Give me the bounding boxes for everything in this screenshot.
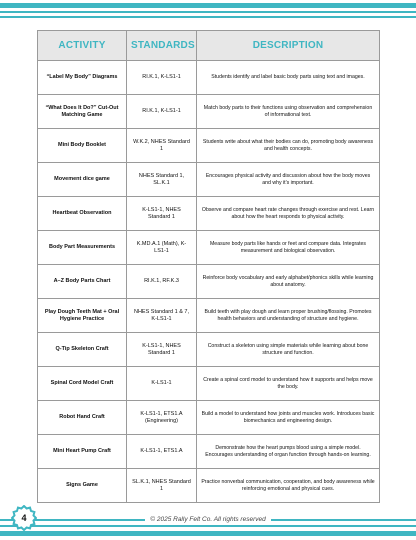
description-cell: Measure body parts like hands or feet and compare data. Integrates measurement and biological observation.	[197, 231, 380, 265]
activity-cell: Signs Game	[38, 469, 127, 503]
table-row	[38, 299, 380, 333]
standards-column-header: STANDARDS	[127, 31, 197, 61]
table-body	[38, 61, 380, 503]
standards-cell: RI.K.1, K-LS1-1	[127, 95, 197, 129]
description-cell: Students write about what their bodies can do, promoting body awareness and health concepts.	[197, 129, 380, 163]
standards-cell: RI.K.1, K-LS1-1	[127, 61, 197, 95]
page-number: 4	[21, 513, 27, 523]
table-row	[38, 231, 380, 265]
description-cell: Practice nonverbal communication, cooperation, and body awareness while reinforcing emotional and physical cues.	[197, 469, 380, 503]
table-row	[38, 61, 380, 95]
description-cell: Observe and compare heart rate changes through exercise and rest. Learn about how the heart responds to physical activity.	[197, 197, 380, 231]
standards-cell: K-LS1-1, NHES Standard 1	[127, 333, 197, 367]
standards-cell: K-LS1-1	[127, 367, 197, 401]
description-cell: Reinforce body vocabulary and early alphabet/phonics skills while learning about anatomy.	[197, 265, 380, 299]
description-cell: Create a spinal cord model to understand how it supports and helps move the body.	[197, 367, 380, 401]
standards-table	[37, 30, 380, 503]
top-stripes	[0, 0, 416, 24]
table-row	[38, 469, 380, 503]
table-row	[38, 401, 380, 435]
standards-cell: K-LS1-1, ETS1.A (Engineering)	[127, 401, 197, 435]
description-cell: Students identify and label basic body parts using text and images.	[197, 61, 380, 95]
activity-cell: Play Dough Teeth Mat + Oral Hygiene Practice	[38, 299, 127, 333]
activity-column-header: ACTIVITY	[38, 31, 127, 61]
standards-cell: NHES Standard 1 & 7, K-LS1-1	[127, 299, 197, 333]
footer-copyright	[0, 516, 416, 523]
description-cell: Build a model to understand how joints and muscles work. Introduces basic biomechanics and engineering design.	[197, 401, 380, 435]
activity-cell: Robot Hand Craft	[38, 401, 127, 435]
standards-cell: K.MD.A.1 (Math), K-LS1-1	[127, 231, 197, 265]
description-cell: Match body parts to their functions using observation and comprehension of informational text.	[197, 95, 380, 129]
activity-cell: Movement dice game	[38, 163, 127, 197]
table-row	[38, 435, 380, 469]
description-cell: Encourages physical activity and discussion about how the body moves and why it's important.	[197, 163, 380, 197]
activity-cell: Mini Body Booklet	[38, 129, 127, 163]
activity-cell: “What Does It Do?” Cut-Out Matching Game	[38, 95, 127, 129]
table-row	[38, 163, 380, 197]
standards-cell: K-LS1-1, ETS1.A	[127, 435, 197, 469]
standards-cell: NHES Standard 1, SL.K.1	[127, 163, 197, 197]
table-row	[38, 197, 380, 231]
description-column-header: DESCRIPTION	[197, 31, 380, 61]
standards-cell: SL.K.1, NHES Standard 1	[127, 469, 197, 503]
table-row	[38, 333, 380, 367]
standards-cell: RI.K.1, RF.K.3	[127, 265, 197, 299]
table-header-row	[38, 31, 380, 61]
standards-cell: W.K.2, NHES Standard 1	[127, 129, 197, 163]
standards-cell: K-LS1-1, NHES Standard 1	[127, 197, 197, 231]
copyright-text: © 2025 Rally Felt Co. All rights reserved	[145, 516, 270, 523]
description-cell: Build teeth with play dough and learn proper brushing/flossing. Promotes health behaviors and understanding of structure and hygiene.	[197, 299, 380, 333]
activity-cell: “Label My Body” Diagrams	[38, 61, 127, 95]
activity-cell: Mini Heart Pump Craft	[38, 435, 127, 469]
table-row	[38, 265, 380, 299]
table-row	[38, 95, 380, 129]
table-row	[38, 129, 380, 163]
description-cell: Construct a skeleton using simple materials while learning about bone structure and function.	[197, 333, 380, 367]
table-row	[38, 367, 380, 401]
activity-cell: Q-Tip Skeleton Craft	[38, 333, 127, 367]
activity-cell: Body Part Measurements	[38, 231, 127, 265]
activity-cell: Spinal Cord Model Craft	[38, 367, 127, 401]
activity-cell: Heartbeat Observation	[38, 197, 127, 231]
description-cell: Demonstrate how the heart pumps blood using a simple model. Encourages understanding of organ function through hands-on learning.	[197, 435, 380, 469]
activity-cell: A–Z Body Parts Chart	[38, 265, 127, 299]
